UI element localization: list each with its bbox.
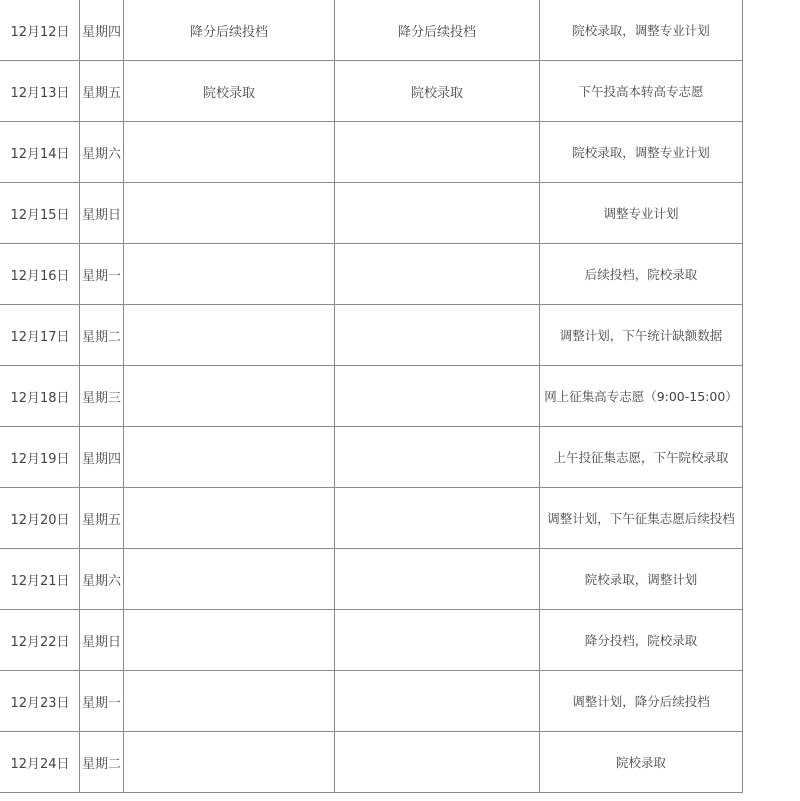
schedule-cell-c: 后续投档，院校录取: [540, 244, 743, 305]
date-cell: 12月12日: [1, 0, 80, 61]
table-row: [1, 671, 743, 732]
table-row: [1, 610, 743, 671]
schedule-cell-a: [124, 671, 335, 732]
schedule-cell-a: [124, 244, 335, 305]
weekday-cell: 星期二: [80, 305, 124, 366]
table-row: [1, 244, 743, 305]
schedule-cell-b: [335, 244, 540, 305]
weekday-cell: 星期三: [80, 366, 124, 427]
schedule-cell-a: [124, 610, 335, 671]
table-row: [1, 427, 743, 488]
weekday-cell: 星期日: [80, 183, 124, 244]
schedule-cell-a: 降分后续投档: [124, 0, 335, 61]
weekday-cell: 星期一: [80, 244, 124, 305]
schedule-cell-c: 调整计划，降分后续投档: [540, 671, 743, 732]
date-cell: 12月17日: [1, 305, 80, 366]
schedule-cell-a: [124, 122, 335, 183]
date-cell: 12月15日: [1, 183, 80, 244]
schedule-cell-a: 院校录取: [124, 61, 335, 122]
schedule-cell-a: [124, 183, 335, 244]
schedule-cell-a: [124, 366, 335, 427]
schedule-cell-b: [335, 427, 540, 488]
date-cell: 12月16日: [1, 244, 80, 305]
table-row: [1, 549, 743, 610]
weekday-cell: 星期二: [80, 732, 124, 793]
schedule-cell-c: 院校录取，调整专业计划: [540, 0, 743, 61]
weekday-cell: 星期日: [80, 610, 124, 671]
schedule-cell-b: [335, 122, 540, 183]
date-cell: 12月14日: [1, 122, 80, 183]
weekday-cell: 星期六: [80, 549, 124, 610]
schedule-cell-c: 网上征集高专志愿（9:00-15:00）: [540, 366, 743, 427]
table-row: [1, 366, 743, 427]
date-cell: 12月24日: [1, 732, 80, 793]
table-row: [1, 0, 743, 61]
weekday-cell: 星期四: [80, 427, 124, 488]
date-cell: 12月20日: [1, 488, 80, 549]
table-row: [1, 732, 743, 793]
schedule-cell-c: 院校录取，调整计划: [540, 549, 743, 610]
schedule-cell-b: [335, 183, 540, 244]
weekday-cell: 星期五: [80, 61, 124, 122]
table-row: [1, 488, 743, 549]
schedule-cell-a: [124, 488, 335, 549]
schedule-cell-c: 上午投征集志愿，下午院校录取: [540, 427, 743, 488]
date-cell: 12月13日: [1, 61, 80, 122]
table-row: [1, 61, 743, 122]
schedule-cell-c: 院校录取，调整专业计划: [540, 122, 743, 183]
schedule-cell-a: [124, 427, 335, 488]
schedule-cell-c: 调整计划，下午统计缺额数据: [540, 305, 743, 366]
schedule-cell-b: [335, 305, 540, 366]
schedule-cell-a: [124, 305, 335, 366]
weekday-cell: 星期六: [80, 122, 124, 183]
schedule-cell-c: 下午投高本转高专志愿: [540, 61, 743, 122]
weekday-cell: 星期五: [80, 488, 124, 549]
schedule-cell-b: [335, 488, 540, 549]
schedule-cell-c: 调整计划，下午征集志愿后续投档: [540, 488, 743, 549]
table-row: [1, 122, 743, 183]
date-cell: 12月23日: [1, 671, 80, 732]
date-cell: 12月22日: [1, 610, 80, 671]
schedule-cell-a: [124, 549, 335, 610]
date-cell: 12月18日: [1, 366, 80, 427]
schedule-cell-c: 调整专业计划: [540, 183, 743, 244]
schedule-cell-b: [335, 732, 540, 793]
schedule-cell-b: [335, 366, 540, 427]
schedule-cell-b: 降分后续投档: [335, 0, 540, 61]
schedule-cell-b: [335, 549, 540, 610]
weekday-cell: 星期一: [80, 671, 124, 732]
schedule-cell-b: [335, 610, 540, 671]
schedule-cell-b: 院校录取: [335, 61, 540, 122]
table-row: [1, 305, 743, 366]
schedule-cell-c: 降分投档，院校录取: [540, 610, 743, 671]
date-cell: 12月21日: [1, 549, 80, 610]
date-cell: 12月19日: [1, 427, 80, 488]
schedule-cell-a: [124, 732, 335, 793]
schedule-cell-b: [335, 671, 540, 732]
schedule-cell-c: 院校录取: [540, 732, 743, 793]
weekday-cell: 星期四: [80, 0, 124, 61]
table-row: [1, 183, 743, 244]
